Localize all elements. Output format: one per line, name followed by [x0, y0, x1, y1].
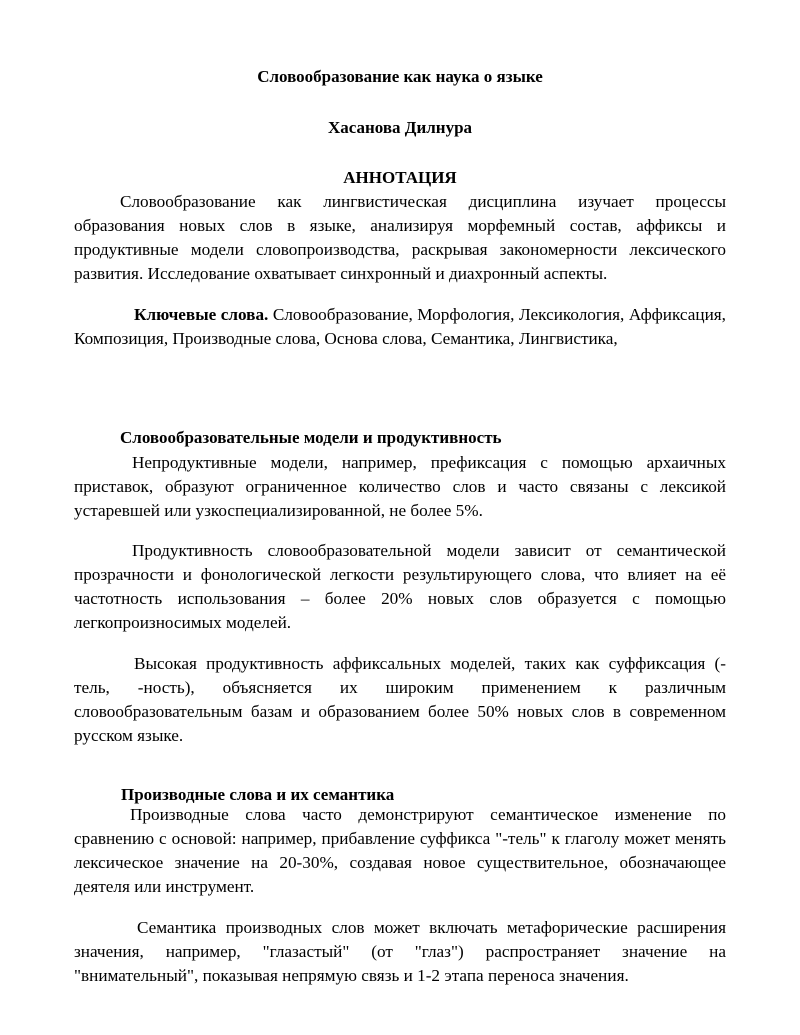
abstract-heading: АННОТАЦИЯ — [343, 168, 457, 187]
section1-heading: Словообразовательные модели и продуктивность — [120, 428, 502, 447]
keywords-paragraph — [74, 303, 726, 351]
abstract-text: Словообразование как лингвистическая дисциплина изучает процессы образования новых слов в языке, анализируя морфемный состав, аффиксы и продуктивные модели словопроизводства, раскрывая закономерности лексического развития. Исследование охватывает синхронный и диахронный аспекты. — [74, 192, 726, 283]
document-title: Словообразование как наука о языке — [257, 67, 543, 86]
section1-paragraph-2: Продуктивность словообразовательной модели зависит от семантической прозрачности и фонологической легкости результирующего слова, что влияет на её частотность использования – более 20% новых слов образуется с помощью легкопроизносимых моделей. — [74, 541, 726, 632]
section1-paragraph-3: Высокая продуктивность аффиксальных моделей, таких как суффиксация (-тель, -ность), объясняется их широким применением к различным словообразовательным базам и образованием более 50% новых слов в современном русском языке. — [74, 654, 726, 745]
keywords-text: Словообразование, Морфология, Лексикология, Аффиксация, Композиция, Производные слова, Основа слова, Семантика, Лингвистика, — [74, 305, 726, 348]
section2-heading: Производные слова и их семантика — [121, 785, 395, 804]
section1-paragraph-1: Непродуктивные модели, например, префиксация с помощью архаичных приставок, образуют ограниченное количество слов и часто связаны с лексикой устаревшей или узкоспециализированной, не более 5%. — [74, 453, 726, 520]
section2-paragraph-2: Семантика производных слов может включать метафорические расширения значения, например, "глазастый" (от "глаз") распространяет значение на "внимательный", показывая непрямую связь и 1-2 этапа переноса значения. — [74, 918, 726, 985]
section2-paragraph-1: Производные слова часто демонстрируют семантическое изменение по сравнению с основой: например, прибавление суффикса "-тель" к глаголу может менять лексическое значение на 20-30%, создавая новое существительное, обозначающее деятеля или инструмент. — [74, 805, 726, 896]
author-name: Хасанова Дилнура — [327, 118, 473, 137]
keywords-label: Ключевые слова. — [134, 305, 269, 324]
